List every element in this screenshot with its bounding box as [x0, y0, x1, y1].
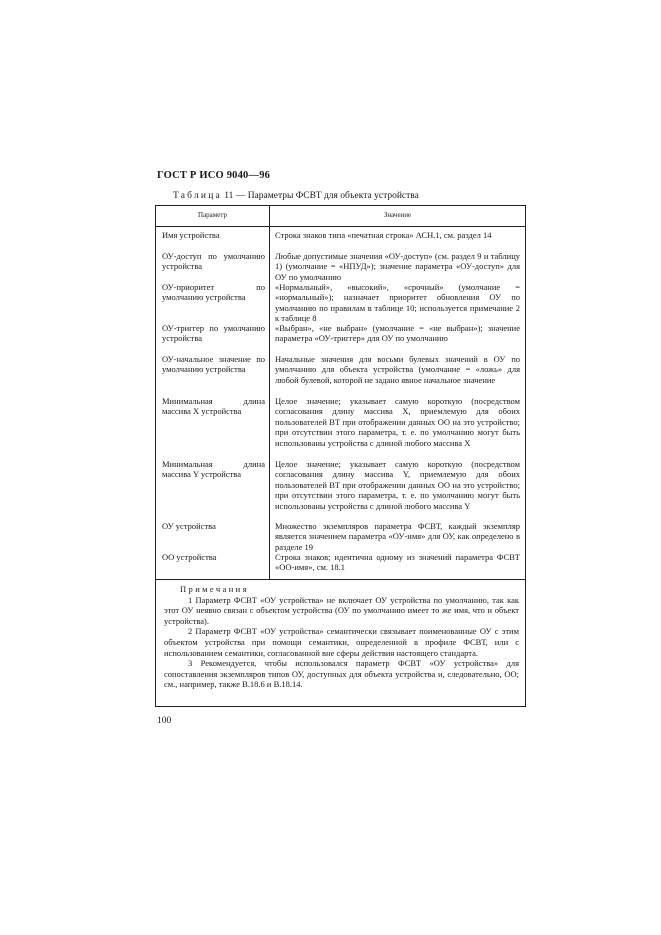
- param-cell: Минимальная длина массива X устройства: [162, 396, 265, 417]
- table-caption-title: — Параметры ФСВТ для объекта устройства: [233, 191, 419, 201]
- value-cell: Любые допустимые значения «ОУ-доступ» (см. раздел 9 и таблицу 1) (умолчание = «НПУД»); значение параметра «ОУ-доступ» для ОУ по умолчанию: [275, 251, 520, 282]
- value-cell: Строка знаков типа «печатная строка» АСН.1, см. раздел 14: [275, 230, 492, 240]
- parameters-table: [155, 205, 526, 707]
- note-item: 3 Рекомендуется, чтобы использовался параметр ФСВТ «ОУ устройства» для сопоставления экземпляров типов ОУ, доступных для объекта устройства и, следовательно, ОО; см., например, также В.18.6 и В.18.14.: [164, 658, 519, 690]
- value-cell: «Выбран», «не выбран» (умолчание = «не выбран»); значение параметра «ОУ-триггер» для ОУ по умолчанию: [275, 323, 520, 344]
- note-item: 2 Параметр ФСВТ «ОУ устройства» семантически связывает поименованные ОУ с этим объектом устройства при помощи семантики, определенной в профиле ФСВТ, или с использованием семантики, согласованной вне сферы действия настоящего стандарта.: [164, 626, 519, 658]
- table-caption-label: Таблица: [173, 191, 222, 201]
- param-cell: ОУ устройства: [162, 521, 216, 531]
- table-caption: [173, 191, 419, 201]
- page-number: 100: [157, 716, 172, 726]
- value-cell: Множество экземпляров параметра ФСВТ, каждый экземпляр является значением параметра «ОУ-имя» для ОУ, как определено в разделе 19: [275, 521, 520, 552]
- value-cell: «Нормальный», «высокий», «срочный» (умолчание = «нормальный»); назначает приоритет обновления ОУ по умолчанию по правилам в таблице 10; используется примечание 2 к таблице 8: [275, 282, 520, 324]
- column-header-value: Значение: [383, 211, 412, 219]
- column-header-parameter: Параметр: [198, 211, 227, 219]
- value-cell: Строка знаков; идентична одному из значений параметра ФСВТ «ОО-имя», см. 18.1: [275, 552, 520, 573]
- value-cell: Начальные значения для восьми булевых значений в ОУ по умолчанию для объекта устройства (умолчание = «ложь» для любой булевой, которой не задано явное начальное значение: [275, 354, 520, 385]
- param-cell: ОУ-приоритет по умолчанию устройства: [162, 282, 265, 303]
- param-cell: ОУ-триггер по умолчанию устройства: [162, 323, 265, 344]
- notes-section: [164, 584, 519, 690]
- table-header-row: [156, 206, 525, 227]
- param-cell: Минимальная длина массива Y устройства: [162, 459, 265, 480]
- column-divider: [269, 206, 270, 579]
- document-header: ГОСТ Р ИСО 9040—96: [157, 170, 271, 181]
- note-item: 1 Параметр ФСВТ «ОУ устройства» не включает ОУ устройства по умолчанию, так как этот ОУ неявно связан с объектом устройства (ОУ по умолчанию имеет то же имя, что и объект устройства).: [164, 594, 519, 626]
- param-cell: ОУ-начальное значение по умолчанию устройства: [162, 354, 265, 375]
- param-cell: Имя устройства: [162, 230, 220, 240]
- value-cell: Целое значение; указывает самую короткую (посредством согласования длину массива Y, приемлемую для обоих пользователей ВТ при отображении данных ОО на это устройство; при отсутствии этого параметра, т. е. по умолчанию могут быть использованы устройства с длиной любого массива Y: [275, 459, 520, 511]
- param-cell: ОО устройства: [162, 552, 217, 562]
- param-cell: ОУ-доступ по умолчанию устройства: [162, 251, 265, 272]
- notes-divider: [156, 579, 525, 580]
- value-cell: Целое значение; указывает самую короткую (посредством согласования длину массива X, приемлемую для обоих пользователей ВТ при отображении данных ОО на это устройство; при отсутствии этого параметра, т. е. по умолчанию могут быть использованы устройства с длиной любого массива X: [275, 396, 520, 448]
- notes-title: Примечания: [180, 584, 249, 594]
- table-caption-number: 11: [224, 191, 234, 201]
